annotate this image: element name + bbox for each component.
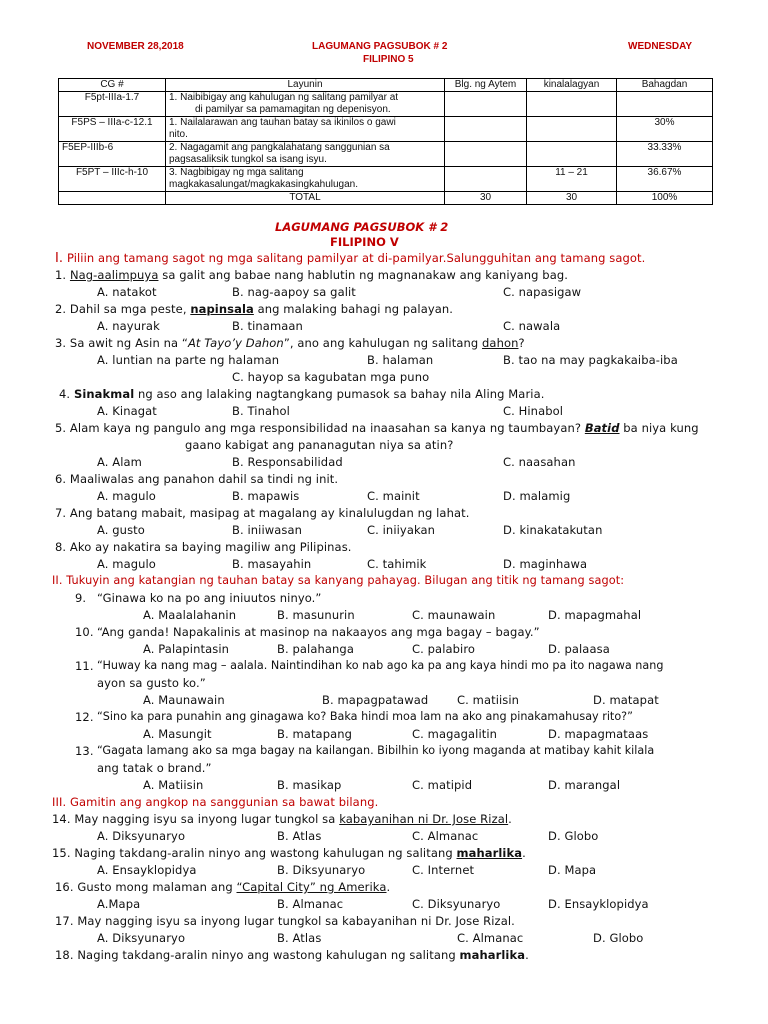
choice-a[interactable]: A. luntian na parte ng halaman [97, 353, 280, 367]
q-text-end: . [508, 812, 512, 826]
choice-b[interactable]: B. mapagpatawad [322, 693, 429, 707]
layunin-line: di pamilyar sa pamamagitan ng depenisyon. [195, 104, 391, 115]
cg-table [58, 78, 713, 205]
choice-b[interactable]: B. mapawis [232, 489, 300, 503]
question-13-line2: ang tatak o brand.” [97, 761, 212, 775]
choice-d[interactable]: D. Globo [548, 829, 599, 843]
choice-b[interactable]: B. Tinahol [232, 404, 290, 418]
choice-b[interactable]: B. masikap [277, 778, 342, 792]
choice-a[interactable]: A. magulo [97, 489, 156, 503]
choice-b[interactable]: B. masunurin [277, 608, 355, 622]
choice-a[interactable]: A. magulo [97, 557, 156, 571]
layunin-line: 2. Nagagamit ang pangkalahatang sanggunian sa [169, 142, 390, 153]
question-5 [55, 421, 699, 435]
q-text: ng aso ang lalaking nagtangkang pumasok sa bahay nila Aling Maria. [134, 387, 545, 401]
choice-c[interactable]: C. nawala [503, 319, 561, 333]
q-text: 16. Gusto mong malaman ang [55, 880, 237, 894]
choice-a[interactable]: A. gusto [97, 523, 145, 537]
header-subject: FILIPINO 5 [363, 54, 414, 65]
choice-a[interactable]: A. natakot [97, 285, 157, 299]
q-key-word: Sinakmal [73, 387, 135, 401]
cell-layunin [166, 117, 445, 142]
cell-blg [445, 117, 527, 142]
question-11-line2: ayon sa gusto ko.” [97, 676, 206, 690]
cell-kin: 11 – 21 [527, 167, 617, 192]
cell-blg [445, 142, 527, 167]
cell-layunin [166, 92, 445, 117]
choice-c[interactable]: B. tao na may pagkakaiba-iba [503, 353, 678, 367]
choice-c[interactable]: C. tahimik [367, 557, 427, 571]
question-7: 7. Ang batang mabait, masipag at magalang ay kinalulugdan ng lahat. [55, 506, 470, 520]
q-key-word: maharlika [456, 846, 523, 860]
question-13: “Gagata lamang ako sa mga bagay na kailangan. Bibilhin ko iyong maganda at matibay kahit kilala [97, 744, 655, 757]
choice-d[interactable]: D. Ensayklopidya [548, 897, 649, 911]
choice-d[interactable]: D. Mapa [548, 863, 597, 877]
choice-b[interactable]: B. nag-aapoy sa galit [232, 285, 356, 299]
choice-b[interactable]: B. palahanga [277, 642, 354, 656]
choice-b[interactable]: B. Almanac [277, 897, 344, 911]
choice-a[interactable]: A. Diksyunaryo [97, 829, 186, 843]
choice-b[interactable]: B. Responsabilidad [232, 455, 343, 469]
cell-blg [445, 92, 527, 117]
q-text: ”, ano ang kahulugan ng salitang [283, 336, 483, 350]
layunin-line: nito. [169, 129, 188, 140]
cell-kin [527, 92, 617, 117]
q-song-title: At Tayo’y Dahon [187, 336, 284, 350]
section-3-instruction: III. Gamitin ang angkop na sanggunian sa bawat bilang. [52, 795, 379, 809]
choice-b[interactable]: B. halaman [367, 353, 434, 367]
cell-bah: 33.33% [617, 142, 713, 167]
choice-c[interactable]: C. palabiro [412, 642, 476, 656]
th-kinalalagyan: kinalalagyan [527, 79, 617, 92]
choice-c[interactable]: C. napasigaw [503, 285, 582, 299]
q-key-word: Nag-aalimpuya [69, 268, 159, 282]
cell-total-label: TOTAL [166, 192, 445, 205]
cell-bah [617, 92, 713, 117]
table-row [59, 117, 713, 142]
choice-a[interactable]: A. Matiisin [143, 778, 204, 792]
th-cg: CG # [59, 79, 166, 92]
q-prefix: 2. Dahil sa mga peste, [55, 302, 191, 316]
question-13-number: 13. [75, 744, 94, 758]
table-row [59, 142, 713, 167]
q-prefix: 3. Sa awit ng Asin na “ [55, 336, 188, 350]
q-prefix: 4. [59, 387, 74, 401]
cell-blg [445, 167, 527, 192]
choice-c[interactable]: C. magagalitin [412, 727, 498, 741]
choice-b[interactable]: B. matapang [277, 727, 353, 741]
choice-a[interactable]: A. Alam [97, 455, 142, 469]
cell-cg: F5EP-IIIb-6 [59, 142, 166, 167]
th-blg: Blg. ng Aytem [445, 79, 527, 92]
cell-total-blg: 30 [445, 192, 527, 205]
choice-a[interactable]: A. Masungit [143, 727, 212, 741]
choice-b[interactable]: B. masayahin [232, 557, 312, 571]
choice-d[interactable]: D. malamig [503, 489, 571, 503]
choice-b[interactable]: B. Atlas [277, 829, 322, 843]
question-1 [55, 268, 568, 282]
q-text: ba niya kung [619, 421, 699, 435]
choice-b[interactable]: B. Diksyunaryo [277, 863, 366, 877]
layunin-line: 3. Nagbibigay ng mga salitang [169, 167, 304, 178]
question-11: “Huway ka nang mag – aalala. Naintindihan ko nab ago ka pa ang kaya hindi mo pa ito nagawa nang [97, 659, 664, 672]
cell-empty [59, 192, 166, 205]
choice-c[interactable]: C. Almanac [412, 829, 479, 843]
section-1-instruction [55, 251, 645, 266]
choice-b[interactable]: B. tinamaan [232, 319, 303, 333]
section-2-instruction: II. Tukuyin ang katangian ng tauhan batay sa kanyang pahayag. Bilugan ang titik ng tamang sagot: [52, 574, 625, 587]
cell-kin [527, 142, 617, 167]
choice-d[interactable]: D. maginhawa [503, 557, 588, 571]
table-header-row [59, 79, 713, 92]
choice-c[interactable]: C. iniiyakan [367, 523, 436, 537]
choice-a[interactable]: A.Mapa [97, 897, 141, 911]
question-18 [55, 948, 529, 962]
question-10-number: 10. [75, 625, 94, 639]
q-prefix: 1. [55, 268, 70, 282]
choice-c[interactable]: C. matiisin [457, 693, 520, 707]
q-key-word: “Capital City” ng Amerika [236, 880, 387, 894]
layunin-line: pagsasaliksik tungkol sa isang isyu. [169, 154, 327, 165]
cell-cg: F5PT – IIIc-h-10 [59, 167, 166, 192]
question-10: “Ang ganda! Napakalinis at masinop na nakaayos ang mga bagay – bagay.” [97, 625, 540, 639]
choice-a[interactable]: A. Diksyunaryo [97, 931, 186, 945]
section-1-numeral: I. [55, 251, 64, 266]
q-key-word: dahon [482, 336, 519, 350]
choice-c[interactable]: C. naasahan [503, 455, 576, 469]
layunin-line: magkakasalungat/magkakasingkahulugan. [169, 179, 359, 190]
question-3 [55, 336, 525, 350]
question-15 [52, 846, 526, 860]
question-8: 8. Ako ay nakatira sa baying magiliw ang Pilipinas. [55, 540, 352, 554]
q-key-word: napinsala [190, 302, 254, 316]
q-text: sa galit ang babae nang hablutin ng magnanakaw ang kaniyang bag. [158, 268, 568, 282]
choice-c[interactable]: C. Internet [412, 863, 475, 877]
choice-b[interactable]: B. iniiwasan [232, 523, 303, 537]
choice-a[interactable]: A. Ensayklopidya [97, 863, 197, 877]
choice-a[interactable]: A. Maunawain [143, 693, 225, 707]
choice-a[interactable]: A. nayurak [97, 319, 160, 333]
choice-d[interactable]: C. hayop sa kagubatan mga puno [232, 370, 430, 384]
table-row [59, 167, 713, 192]
choice-c[interactable]: C. Diksyunaryo [412, 897, 501, 911]
question-12-number: 12. [75, 710, 94, 724]
q-text-end: . [525, 948, 529, 962]
question-2 [55, 302, 453, 316]
question-6: 6. Maaliwalas ang panahon dahil sa tindi ng init. [55, 472, 339, 486]
choice-d[interactable]: D. kinakatakutan [503, 523, 603, 537]
cell-kin [527, 117, 617, 142]
q-text: 18. Naging takdang-aralin ninyo ang wastong kahulugan ng salitang [55, 948, 460, 962]
question-11-number: 11. [75, 659, 94, 673]
question-12: “Sino ka para punahin ang ginagawa ko? Baka hindi moa lam na ako ang pinakamahusay rito?” [97, 710, 633, 723]
q-key-word: kabayanihan ni Dr. Jose Rizal [339, 812, 509, 826]
choice-c[interactable]: C. matipid [412, 778, 473, 792]
choice-c[interactable]: C. maunawain [412, 608, 496, 622]
header-date: NOVEMBER 28,2018 [87, 41, 184, 52]
choice-b[interactable]: B. Atlas [277, 931, 322, 945]
q-text-end: ? [518, 336, 525, 350]
q-key-word: maharlika [459, 948, 526, 962]
th-bahagdan: Bahagdan [617, 79, 713, 92]
test-title: LAGUMANG PAGSUBOK # 2 [275, 220, 449, 234]
question-9: “Ginawa ko na po ang iniuutos ninyo.” [97, 591, 322, 605]
cell-bah: 30% [617, 117, 713, 142]
choice-d[interactable]: D. palaasa [548, 642, 610, 656]
choice-d[interactable]: D. Globo [593, 931, 644, 945]
question-14 [52, 812, 512, 826]
cell-total-kin: 30 [527, 192, 617, 205]
layunin-line: 1. Naibibigay ang kahulugan ng salitang pamilyar at [169, 92, 399, 103]
q-text: 14. May nagging isyu sa inyong lugar tungkol sa [52, 812, 340, 826]
choice-c[interactable]: C. mainit [367, 489, 420, 503]
q-text: 15. Naging takdang-aralin ninyo ang wastong kahulugan ng salitang [52, 846, 457, 860]
choice-c[interactable]: C. Hinabol [503, 404, 564, 418]
q-key-word: Batid [584, 421, 620, 435]
header-day: WEDNESDAY [628, 41, 693, 52]
choice-d[interactable]: D. marangal [548, 778, 621, 792]
cell-cg: F5PS – IIIa-c-12.1 [59, 117, 166, 142]
q-text-end: . [386, 880, 391, 894]
choice-d[interactable]: D. matapat [593, 693, 659, 707]
th-layunin: Layunin [166, 79, 445, 92]
question-5-line2: gaano kabigat ang pananagutan niya sa atin? [185, 438, 454, 452]
choice-a[interactable]: A. Kinagat [97, 404, 157, 418]
choice-d[interactable]: D. mapagmataas [548, 727, 649, 741]
cell-layunin [166, 167, 445, 192]
test-subject: FILIPINO V [330, 235, 399, 249]
table-row [59, 92, 713, 117]
choice-d[interactable]: D. mapagmahal [548, 608, 642, 622]
question-9-number: 9. [75, 591, 87, 605]
choice-c[interactable]: C. Almanac [457, 931, 524, 945]
q-text-end: . [522, 846, 526, 860]
header-title: LAGUMANG PAGSUBOK # 2 [312, 41, 448, 52]
table-total-row [59, 192, 713, 205]
layunin-line: 1. Nailalarawan ang tauhan batay sa ikinilos o gawi [169, 117, 396, 128]
choice-a[interactable]: A. Palapintasin [143, 642, 229, 656]
cell-bah: 36.67% [617, 167, 713, 192]
question-4 [59, 387, 544, 401]
q-text: ang malaking bahagi ng palayan. [253, 302, 454, 316]
cell-layunin [166, 142, 445, 167]
question-16 [55, 880, 390, 894]
cell-cg: F5pt-IIIa-1.7 [59, 92, 166, 117]
section-1-text: Piliin ang tamang sagot ng mga salitang pamilyar at di-pamilyar.Salungguhitan ang tamang sagot. [66, 251, 646, 265]
choice-a[interactable]: A. Maalalahanin [143, 608, 237, 622]
q-prefix: 5. Alam kaya ng pangulo ang mga responsibilidad na inaasahan sa kanya ng taumbayan? [55, 421, 585, 435]
cell-total-bah: 100% [617, 192, 713, 205]
question-17: 17. May nagging isyu sa inyong lugar tungkol sa kabayanihan ni Dr. Jose Rizal. [55, 914, 515, 928]
